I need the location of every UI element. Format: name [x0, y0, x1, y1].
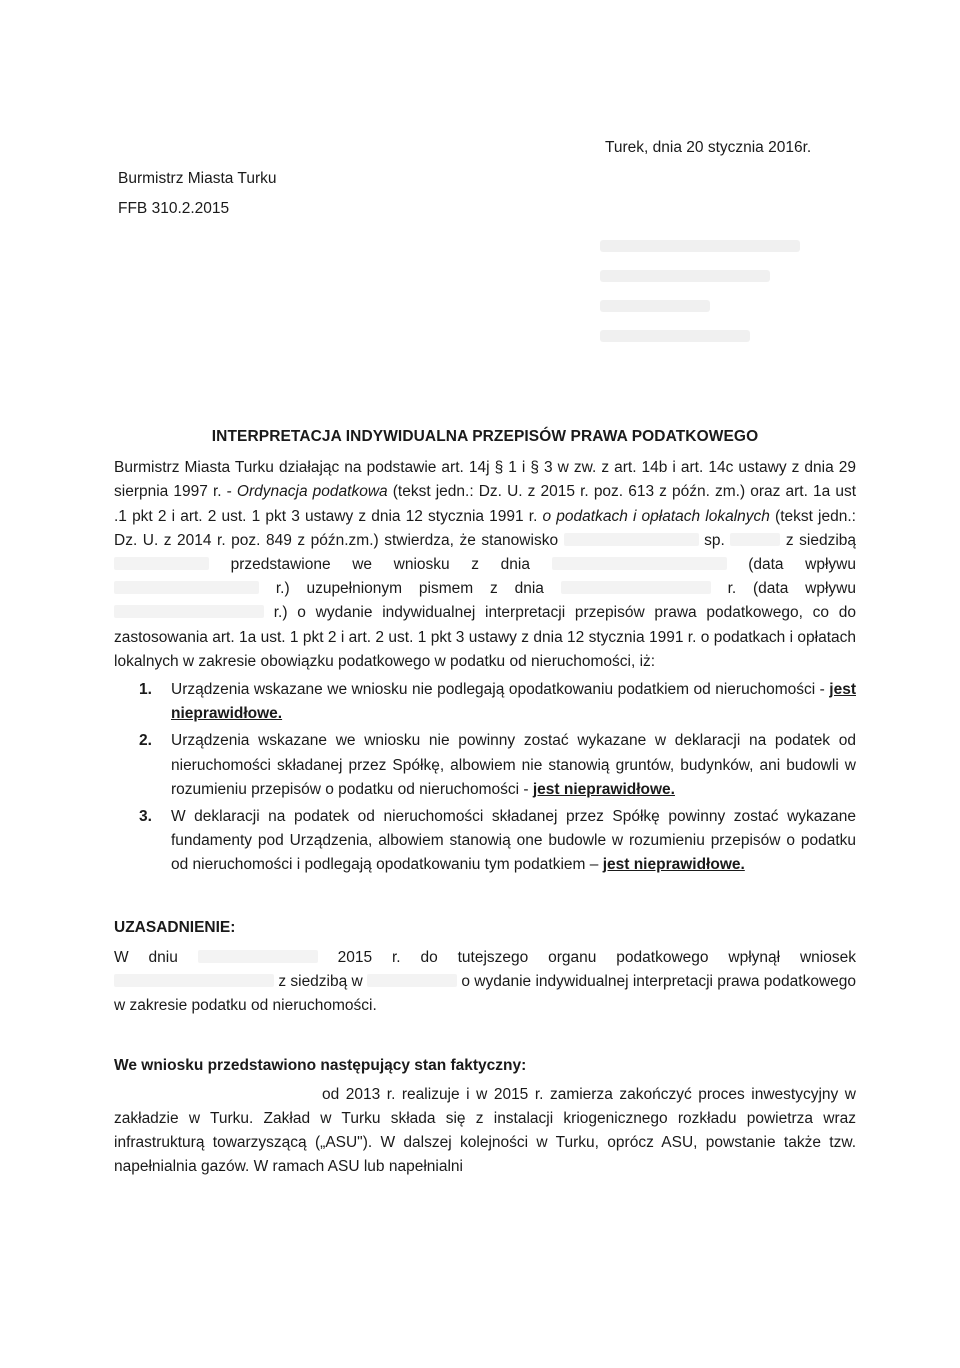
intro-text-7: (data wpływu	[748, 556, 856, 574]
document-body	[114, 425, 856, 1179]
redacted-line	[600, 300, 710, 312]
finding-item	[114, 678, 856, 726]
redacted-location	[367, 974, 457, 987]
reference-number: FFB 310.2.2015	[118, 200, 230, 217]
document-title: INTERPRETACJA INDYWIDUALNA PRZEPISÓW PRAWA PODATKOWEGO	[211, 428, 759, 445]
redacted-address-block	[600, 240, 820, 360]
finding-item	[114, 805, 856, 878]
redacted-date	[114, 605, 264, 618]
finding-item	[114, 729, 856, 802]
findings-list	[114, 678, 856, 878]
intro-text-6: przedstawione we wniosku z dnia	[230, 556, 530, 574]
redacted-name	[564, 533, 699, 546]
intro-text-9: r. (data wpływu	[727, 580, 856, 598]
finding-text: W deklaracji na podatek od nieruchomości składanej przez Spółkę powinny zostać wykazane fundamenty pod Urządzenia, albowiem stanowią one budowle w rozumieniu przepisów o podatku od nieruchomości i podlegają opodatkowaniu tym podatkiem –	[171, 808, 856, 874]
redacted-line	[600, 330, 750, 342]
facts-paragraph	[114, 1083, 856, 1180]
redacted-text	[730, 533, 780, 546]
redacted-date	[561, 581, 711, 594]
justification-text-b: 2015 r. do tutejszego organu podatkowego wpłynął wniosek	[337, 948, 856, 966]
justification-text-d: o wydanie indywidualnej interpretacji prawa podatkowego w zakresie podatku od nieruchomości.	[114, 973, 857, 1015]
issuing-authority: Burmistrz Miasta Turku	[118, 170, 277, 187]
redacted-location	[114, 557, 209, 570]
redacted-line	[600, 270, 770, 282]
facts-text: od 2013 r. realizuje i w 2015 r. zamierza zakończyć proces inwestycyjny w zakładzie w Turku. Zakład w Turku składa się z instalacji kriogenicznego rozkładu powietrza wraz infrastrukturą towarzyszącą („ASU"). W dalszej kolejności w Turku, oprócz ASU, powstanie także tzw. napełnialnia gazów. W ramach ASU lub napełnialni	[114, 1085, 856, 1176]
finding-text: Urządzenia wskazane we wniosku nie powinny zostać wykazane w deklaracji na podatek od nieruchomości składanej przez Spółkę, albowiem nie stanowią gruntów, budynków, ani budowli w rozumieniu przepisów o podatku od nieruchomości -	[171, 732, 856, 798]
redacted-date	[552, 557, 727, 570]
finding-verdict: jest nieprawidłowe.	[532, 780, 675, 798]
facts-heading: We wniosku przedstawiono następujący stan faktyczny:	[114, 1057, 527, 1075]
intro-text-5: z siedzibą	[785, 531, 857, 549]
intro-italic-2: o podatkach i opłatach lokalnych	[542, 507, 770, 525]
finding-verdict: jest nieprawidłowe.	[602, 856, 745, 874]
intro-italic-1: Ordynacja podatkowa	[236, 483, 388, 501]
finding-number: 2.	[139, 732, 152, 750]
finding-verdict: jest nieprawidłowe.	[171, 681, 856, 723]
redacted-date	[198, 950, 318, 963]
redacted-date	[114, 581, 259, 594]
intro-paragraph	[114, 456, 856, 674]
justification-paragraph	[114, 946, 856, 1019]
intro-text-3: (tekst jedn.: Dz. U. z 2014 r. poz. 849 z późn.zm.) stwierdza, że stanowisko	[114, 507, 856, 549]
justification-text-c: z siedzibą w	[278, 973, 363, 991]
justification-text-a: W dniu	[114, 948, 178, 966]
finding-number: 1.	[139, 681, 152, 699]
intro-text-4: sp.	[704, 531, 725, 549]
finding-text: Urządzenia wskazane we wniosku nie podlegają opodatkowaniu podatkiem od nieruchomości -	[171, 681, 830, 699]
intro-text-8: r.) uzupełnionym pismem z dnia	[275, 580, 544, 598]
intro-text-2: (tekst jedn.: Dz. U. z 2015 r. poz. 613 z późn. zm.) oraz art. 1a ust .1 pkt 2 i art. 2 ust. 1 pkt 3 ustawy z dnia 12 stycznia 1991 r.	[114, 483, 857, 525]
justification-heading: UZASADNIENIE:	[114, 918, 236, 936]
place-and-date: Turek, dnia 20 stycznia 2016r.	[605, 139, 812, 156]
redacted-line	[600, 240, 800, 252]
finding-number: 3.	[139, 808, 152, 826]
intro-text-10: r.) o wydanie indywidualnej interpretacji przepisów prawa podatkowego, co do zastosowania art. 1a ust. 1 pkt 2 i art. 2 ust. 1 pkt 3 ustawy z dnia 12 stycznia 1991 r. o podatkach i opłatach lokalnych w zakresie obowiązku podatkowego w podatku od nieruchomości, iż:	[114, 604, 857, 670]
intro-text-1: Burmistrz Miasta Turku działając na podstawie art. 14j § 1 i § 3 w zw. z art. 14b i art. 14c ustawy z dnia 29 sierpnia 1997 r. -	[114, 459, 856, 501]
redacted-name	[114, 974, 274, 987]
header-left	[118, 164, 276, 224]
